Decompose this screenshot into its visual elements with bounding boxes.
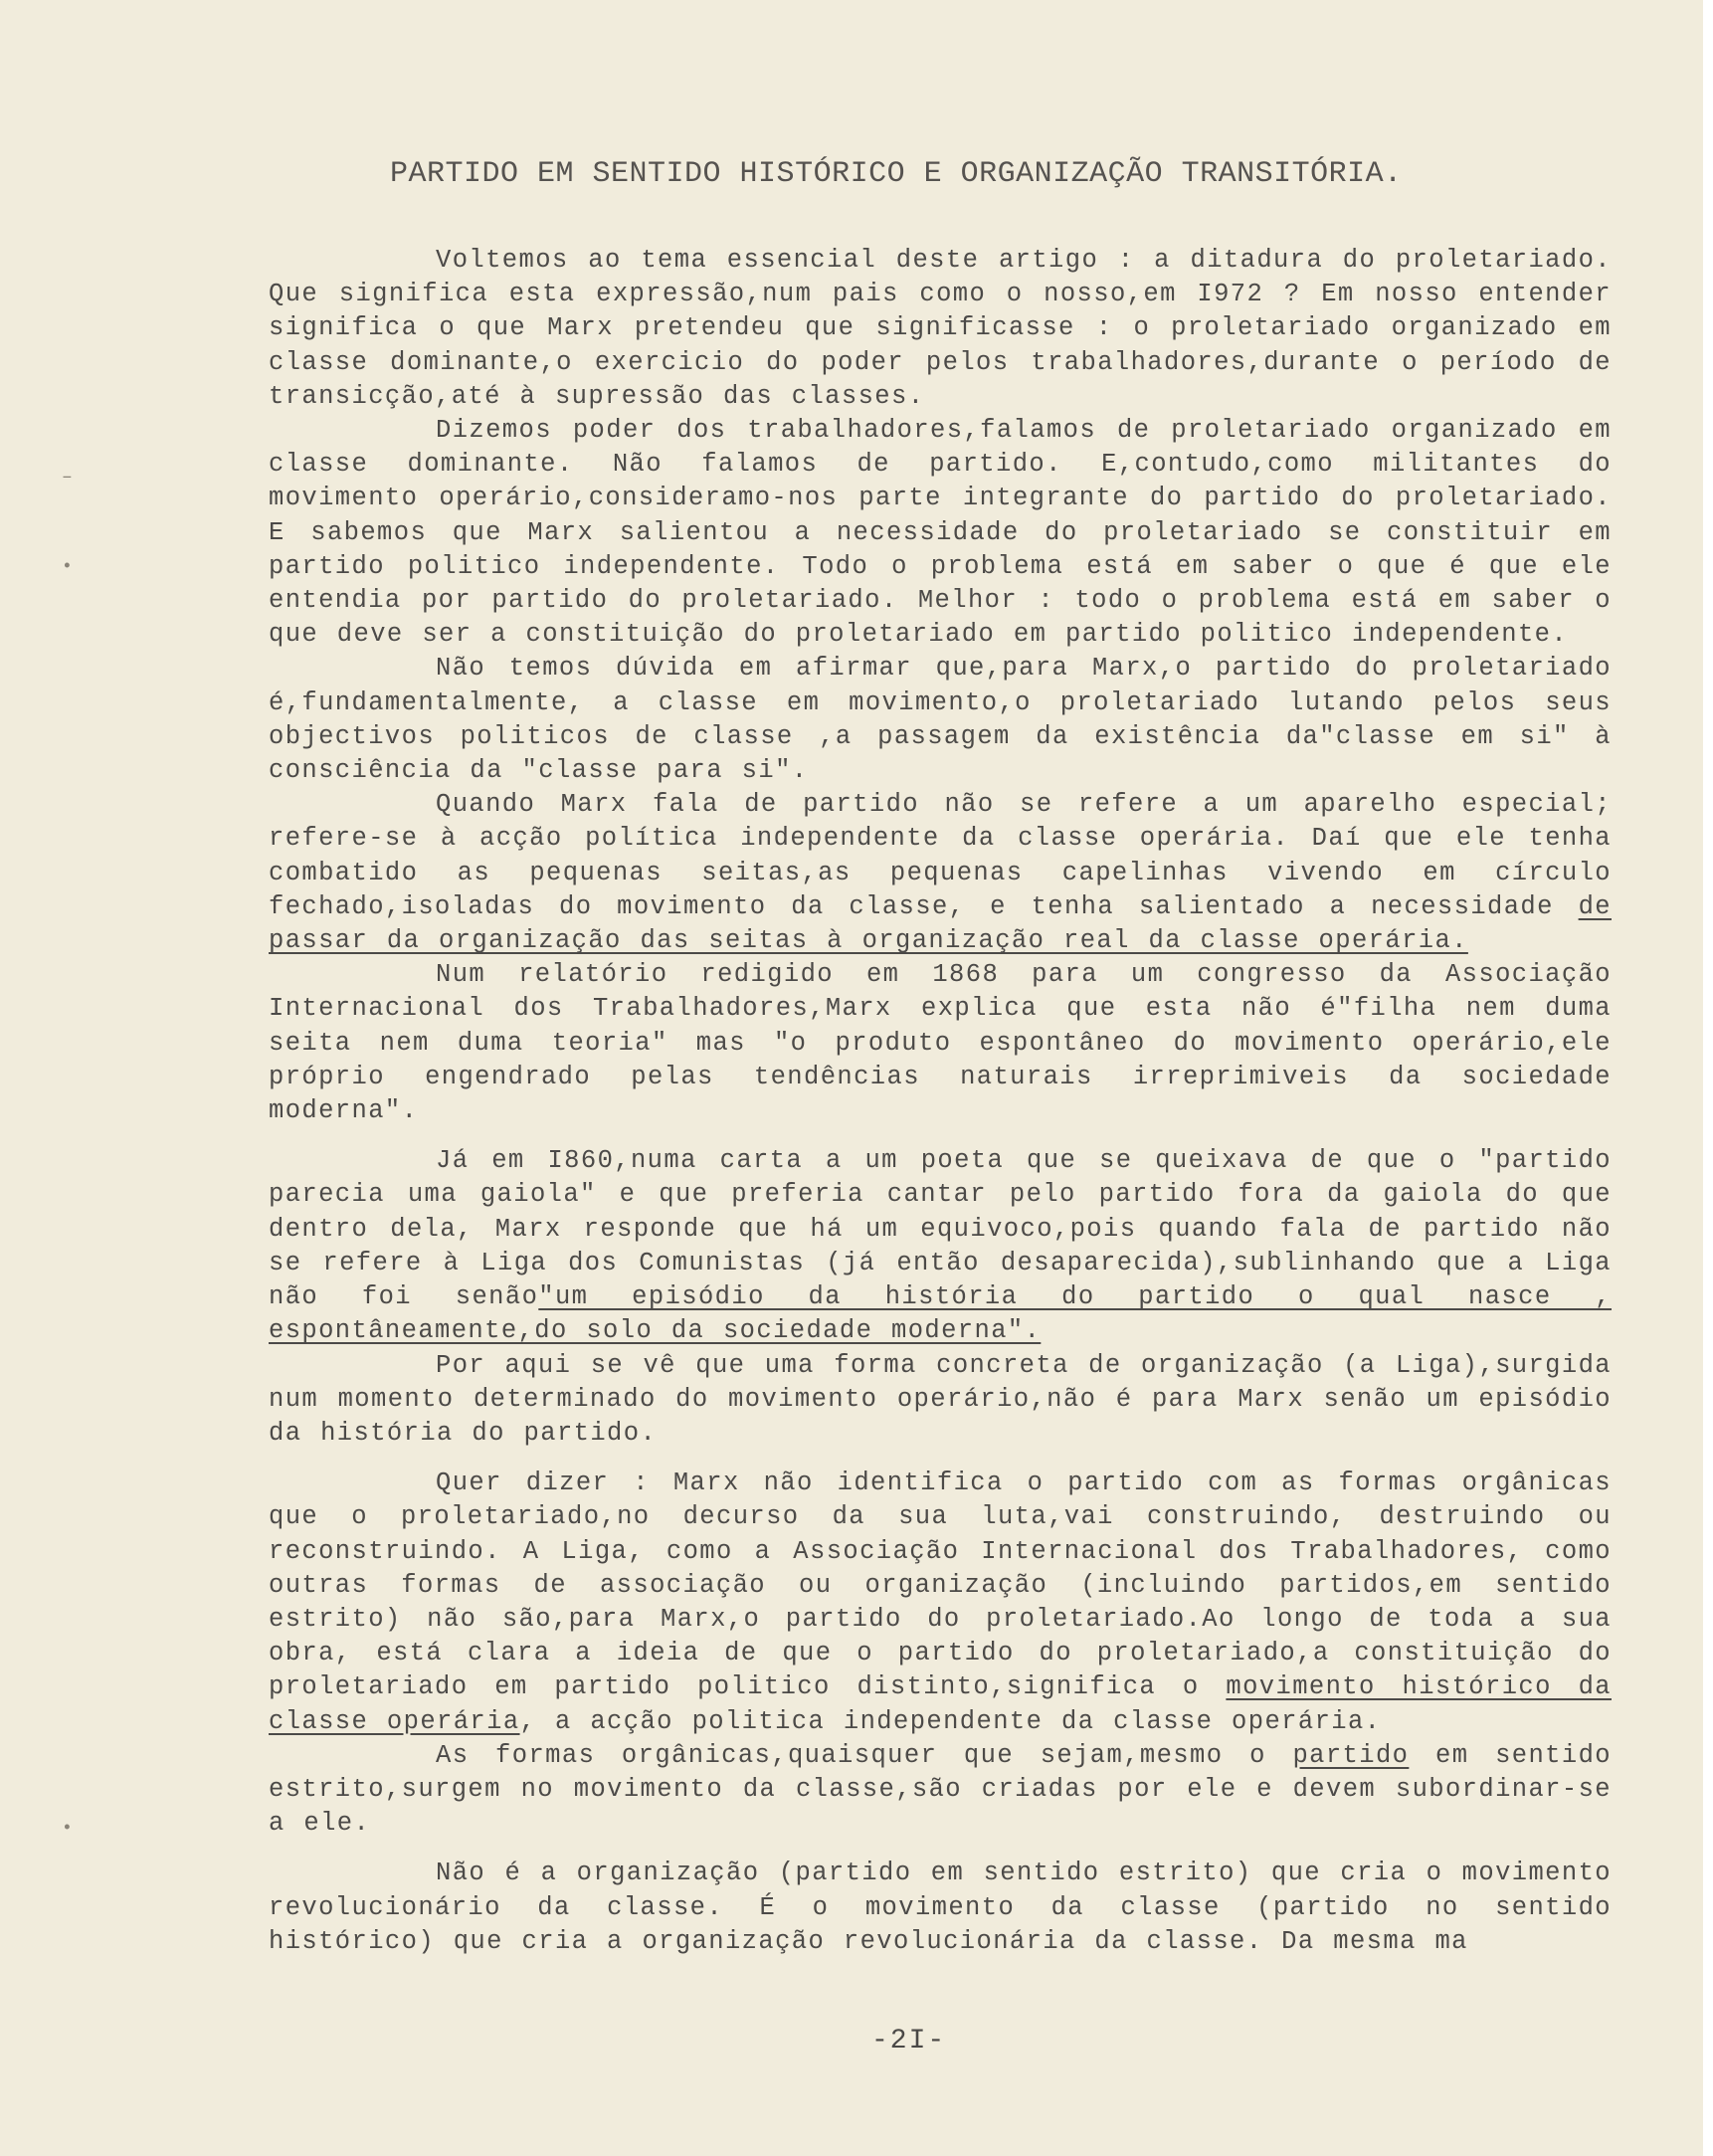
paragraph-text: Já em I860,numa carta a um poeta que se queixava de que o "partido parecia uma gaiola" e que preferia cantar pelo partido fora da gaiola do que dentro dela, Marx responde que há um equivoco,pois quando fala de partido não se refere à Liga dos Comunistas (já então desaparecida),sublinhando que a Liga não foi senão: [269, 1146, 1612, 1312]
document-title: PARTIDO EM SENTIDO HISTÓRICO E ORGANIZAÇÃO TRANSITÓRIA.: [390, 157, 1403, 191]
paragraph-text: em sentido estrito,surgem no movimento da classe,são criadas por ele e devem subordinar-se a ele.: [269, 1740, 1612, 1839]
paragraph-text: Não temos dúvida em afirmar que,para Marx,o partido do proletariado é,fundamentalmente, a classe em movimento,o proletariado lutando pelos seus objectivos politicos de classe ,a passagem da existência da"classe em si" à consciência da "classe para si".: [269, 654, 1612, 786]
paragraph-p2: [269, 414, 1612, 652]
margin-dot-mark: •: [62, 1819, 73, 1839]
underlined-text: movimento histórico da classe operária: [269, 1672, 1612, 1736]
paragraph-p7: [269, 1349, 1612, 1452]
paragraph-text: Quer dizer : Marx não identifica o partido com as formas orgânicas que o proletariado,no decurso da sua luta,vai construindo, destruindo ou reconstruindo. A Liga, como a Associação Internacional dos Trabalhadores, como outras formas de associação ou organização (incluindo partidos,em sentido estrito) não são,para Marx,o partido do proletariado.Ao longo de toda a sua obra, está clara a ideia de que o partido do proletariado,a constituição do proletariado em partido politico distinto,significa o: [269, 1469, 1612, 1702]
paragraph-p6: [269, 1144, 1612, 1348]
paragraph-text: Por aqui se vê que uma forma concreta de organização (a Liga),surgida num momento determinado do movimento operário,não é para Marx senão um episódio da história do partido.: [269, 1350, 1612, 1448]
underlined-text: partido: [1292, 1740, 1410, 1770]
paragraph-p8: [269, 1467, 1612, 1739]
paragraph-p1: [269, 244, 1612, 414]
page-number: -2I-: [871, 2026, 947, 2057]
paragraph-p5: [269, 958, 1612, 1128]
margin-dash-mark: –: [62, 468, 73, 488]
underlined-text: de passar da organização das seitas à organização real da classe operária.: [269, 891, 1612, 956]
paragraph-text: Num relatório redigido em 1868 para um congresso da Associação Internacional dos Trabalhadores,Marx explica que esta não é"filha nem duma seita nem duma teoria" mas "o produto espontâneo do movimento operário,ele próprio engendrado pelas tendências naturais irreprimiveis da sociedade moderna".: [269, 960, 1612, 1126]
page-edge: [1703, 0, 1713, 2156]
paragraph-text: As formas orgânicas,quaisquer que sejam,mesmo o: [436, 1740, 1293, 1770]
paragraph-p4: [269, 788, 1612, 958]
underlined-text: "um episódio da história do partido o qual nasce , espontâneamente,do solo da sociedade moderna".: [269, 1282, 1613, 1346]
margin-dot-mark: •: [62, 557, 73, 577]
paragraph-text: Voltemos ao tema essencial deste artigo : a ditadura do proletariado. Que significa esta expressão,num pais como o nosso,em I972 ? Em nosso entender significa o que Marx pretendeu que significasse : o proletariado organizado em classe dominante,o exercicio do poder pelos trabalhadores,durante o período de transicção,até à supressão das classes.: [269, 246, 1612, 411]
paragraph-text: Dizemos poder dos trabalhadores,falamos de proletariado organizado em classe dominante. Não falamos de partido. E,contudo,como militantes do movimento operário,consideramo-nos parte integrante do partido do proletariado. E sabemos que Marx salientou a necessidade do proletariado se constituir em partido politico independente. Todo o problema está em saber o que é que ele entendia por partido do proletariado. Melhor : todo o problema está em saber o que deve ser a constituição do proletariado em partido politico independente.: [269, 416, 1612, 650]
paragraph-p10: [269, 1857, 1612, 1959]
paragraph-text: Não é a organização (partido em sentido estrito) que cria o movimento revolucionário da classe. É o movimento da classe (partido no sentido histórico) que cria a organização revolucionária da classe. Da mesma ma: [269, 1859, 1612, 1956]
paragraph-text: Quando Marx fala de partido não se refere a um aparelho especial; refere-se à acção política independente da classe operária. Daí que ele tenha combatido as pequenas seitas,as pequenas capelinhas vivendo em círculo fechado,isoladas do movimento da classe, e tenha salientado a necessidade: [269, 790, 1612, 921]
paragraph-text: , a acção politica independente da classe operária.: [519, 1706, 1382, 1736]
paragraph-p9: [269, 1739, 1612, 1842]
document-body: [269, 244, 1612, 1959]
paragraph-p3: [269, 652, 1612, 788]
